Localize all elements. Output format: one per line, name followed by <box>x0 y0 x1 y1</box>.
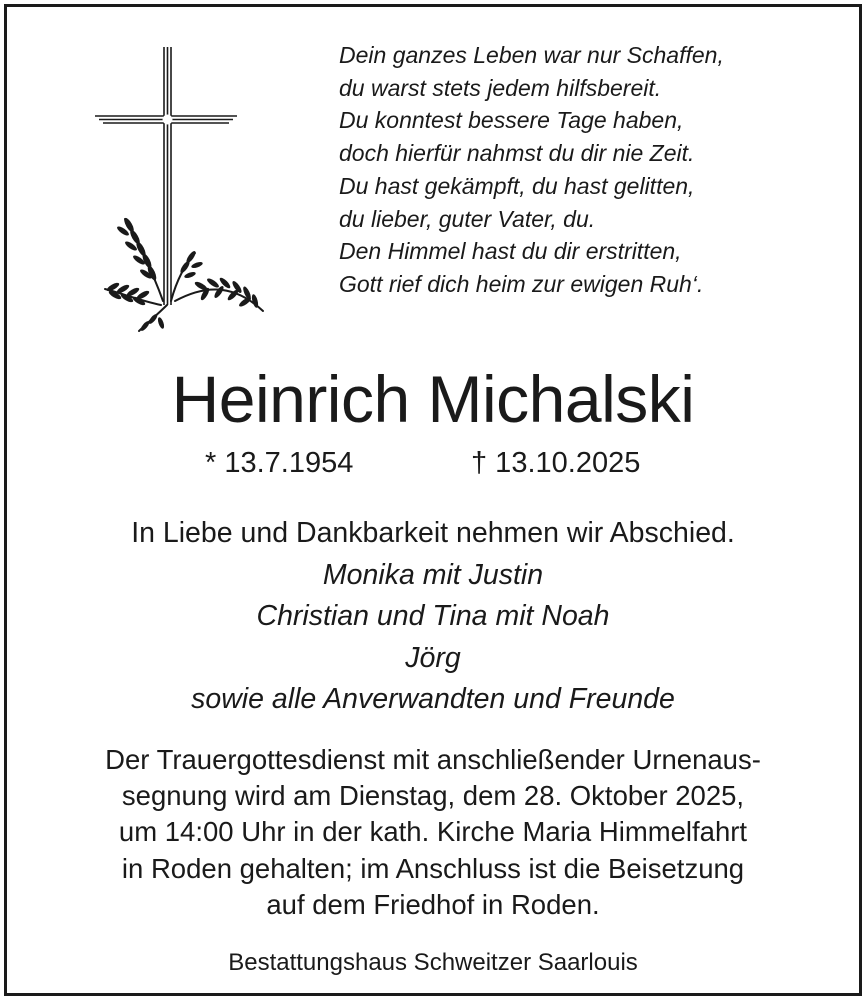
obituary-notice <box>4 4 862 996</box>
service-line: in Roden gehalten; im Anschluss ist die Beisetzung <box>121 852 745 884</box>
poem-line: du lieber, guter Vater, du. <box>339 205 596 232</box>
mourner-line: Christian und Tina mit Noah <box>256 600 610 632</box>
poem-line: doch hierfür nahmst du dir nie Zeit. <box>339 140 695 167</box>
deceased-name: Heinrich Michalski <box>171 362 695 436</box>
poem-line: Den Himmel hast du dir erstritten, <box>339 238 682 265</box>
poem-line: Dein ganzes Leben war nur Schaffen, <box>339 42 724 68</box>
mourner-line: sowie alle Anverwandten und Freunde <box>191 683 675 715</box>
memorial-poem <box>339 39 839 301</box>
family-farewell <box>7 513 859 721</box>
funeral-service-info <box>7 742 859 923</box>
service-line: um 14:00 Uhr in der kath. Kirche Maria Himmelfahrt <box>118 816 748 848</box>
poem-line: Gott rief dich heim zur ewigen Ruh‘. <box>339 270 704 297</box>
service-line: auf dem Friedhof in Roden. <box>266 888 600 920</box>
mourner-line: Jörg <box>405 641 461 674</box>
farewell-intro: In Liebe und Dankbarkeit nehmen wir Abschied. <box>131 517 735 549</box>
poem-line: du warst stets jedem hilfsbereit. <box>339 74 662 101</box>
undertaker-name: Bestattungshaus Schweitzer Saarlouis <box>228 949 638 976</box>
birth-date: * 13.7.1954 <box>205 447 354 479</box>
poem-line: Du konntest bessere Tage haben, <box>339 107 684 134</box>
service-line: segnung wird am Dienstag, dem 28. Oktober 2025, <box>121 780 745 812</box>
cross-with-wheat-icon <box>91 43 271 335</box>
service-line: Der Trauergottesdienst mit anschließender Urnenaus- <box>105 744 761 775</box>
poem-line: Du hast gekämpft, du hast gelitten, <box>339 172 695 199</box>
mourner-line: Monika mit Justin <box>322 558 544 591</box>
death-date: † 13.10.2025 <box>471 447 641 479</box>
